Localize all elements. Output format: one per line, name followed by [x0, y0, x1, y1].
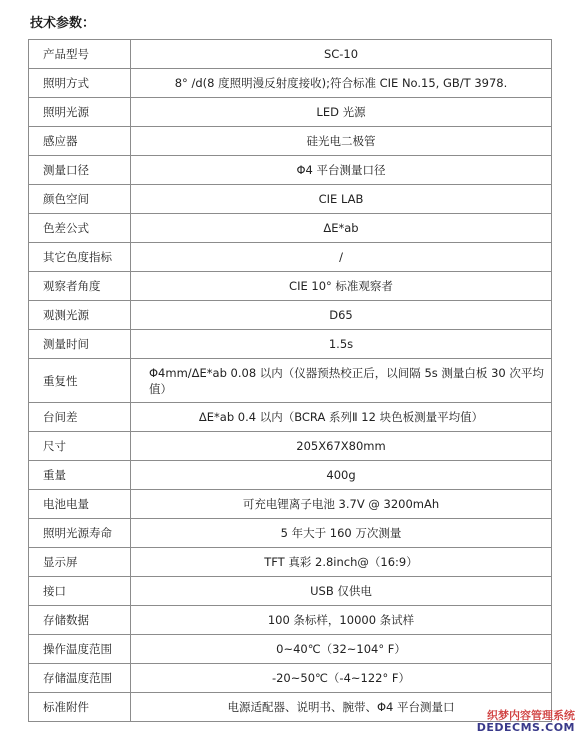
table-row	[29, 693, 552, 722]
row-label: 尺寸	[29, 432, 131, 461]
row-label: 显示屏	[29, 548, 131, 577]
table-row	[29, 301, 552, 330]
row-label: 照明光源寿命	[29, 519, 131, 548]
table-row	[29, 214, 552, 243]
row-label: 照明方式	[29, 69, 131, 98]
row-value: SC-10	[131, 40, 552, 69]
table-row	[29, 330, 552, 359]
row-value: 5 年大于 160 万次测量	[131, 519, 552, 548]
table-row	[29, 359, 552, 403]
row-label: 感应器	[29, 127, 131, 156]
row-label: 电池电量	[29, 490, 131, 519]
row-label: 色差公式	[29, 214, 131, 243]
table-row	[29, 40, 552, 69]
row-value: 电源适配器、说明书、腕带、Φ4 平台测量口	[131, 693, 552, 722]
section-heading: 技术参数：	[30, 16, 96, 31]
row-label: 重复性	[29, 359, 131, 403]
row-label: 标准附件	[29, 693, 131, 722]
watermark-domain: DEDECMS.COM	[476, 721, 575, 734]
row-value: Φ4mm/ΔE*ab 0.08 以内（仪器预热校正后，以间隔 5s 测量白板 30 次平均值）	[131, 359, 552, 403]
table-row	[29, 403, 552, 432]
row-value: D65	[131, 301, 552, 330]
row-label: 其它色度指标	[29, 243, 131, 272]
row-label: 测量时间	[29, 330, 131, 359]
row-label: 测量口径	[29, 156, 131, 185]
row-value: ΔE*ab 0.4 以内（BCRA 系列Ⅱ 12 块色板测量平均值）	[131, 403, 552, 432]
table-row	[29, 69, 552, 98]
row-value: 205X67X80mm	[131, 432, 552, 461]
table-row	[29, 664, 552, 693]
row-label: 观测光源	[29, 301, 131, 330]
watermark-title: 织梦内容管理系统	[487, 709, 575, 722]
row-value: 硅光电二极管	[131, 127, 552, 156]
table-row	[29, 461, 552, 490]
table-row	[29, 156, 552, 185]
row-value: CIE LAB	[131, 185, 552, 214]
row-label: 产品型号	[29, 40, 131, 69]
row-value: USB 仅供电	[131, 577, 552, 606]
table-row	[29, 490, 552, 519]
table-row	[29, 127, 552, 156]
table-row	[29, 185, 552, 214]
row-value: 可充电锂离子电池 3.7V @ 3200mAh	[131, 490, 552, 519]
table-row	[29, 432, 552, 461]
row-value: /	[131, 243, 552, 272]
table-row	[29, 272, 552, 301]
row-value: ΔE*ab	[131, 214, 552, 243]
row-label: 操作温度范围	[29, 635, 131, 664]
row-value: 8° /d(8 度照明漫反射度接收);符合标准 CIE No.15, GB/T 3978.	[131, 69, 552, 98]
row-label: 存储温度范围	[29, 664, 131, 693]
row-value: 0~40℃（32~104° F）	[131, 635, 552, 664]
row-value: CIE 10° 标准观察者	[131, 272, 552, 301]
row-label: 照明光源	[29, 98, 131, 127]
row-label: 观察者角度	[29, 272, 131, 301]
table-row	[29, 98, 552, 127]
table-row	[29, 243, 552, 272]
spec-table	[28, 39, 552, 722]
row-value: Φ4 平台测量口径	[131, 156, 552, 185]
table-row	[29, 519, 552, 548]
site-watermark	[477, 710, 575, 733]
row-value: TFT 真彩 2.8inch@（16:9）	[131, 548, 552, 577]
table-row	[29, 635, 552, 664]
row-label: 颜色空间	[29, 185, 131, 214]
row-value: LED 光源	[131, 98, 552, 127]
row-value: 1.5s	[131, 330, 552, 359]
table-row	[29, 577, 552, 606]
row-label: 台间差	[29, 403, 131, 432]
row-value: 400g	[131, 461, 552, 490]
row-value: 100 条标样，10000 条试样	[131, 606, 552, 635]
row-value: -20~50℃（-4~122° F）	[131, 664, 552, 693]
row-label: 接口	[29, 577, 131, 606]
table-row	[29, 548, 552, 577]
row-label: 重量	[29, 461, 131, 490]
row-label: 存储数据	[29, 606, 131, 635]
table-row	[29, 606, 552, 635]
